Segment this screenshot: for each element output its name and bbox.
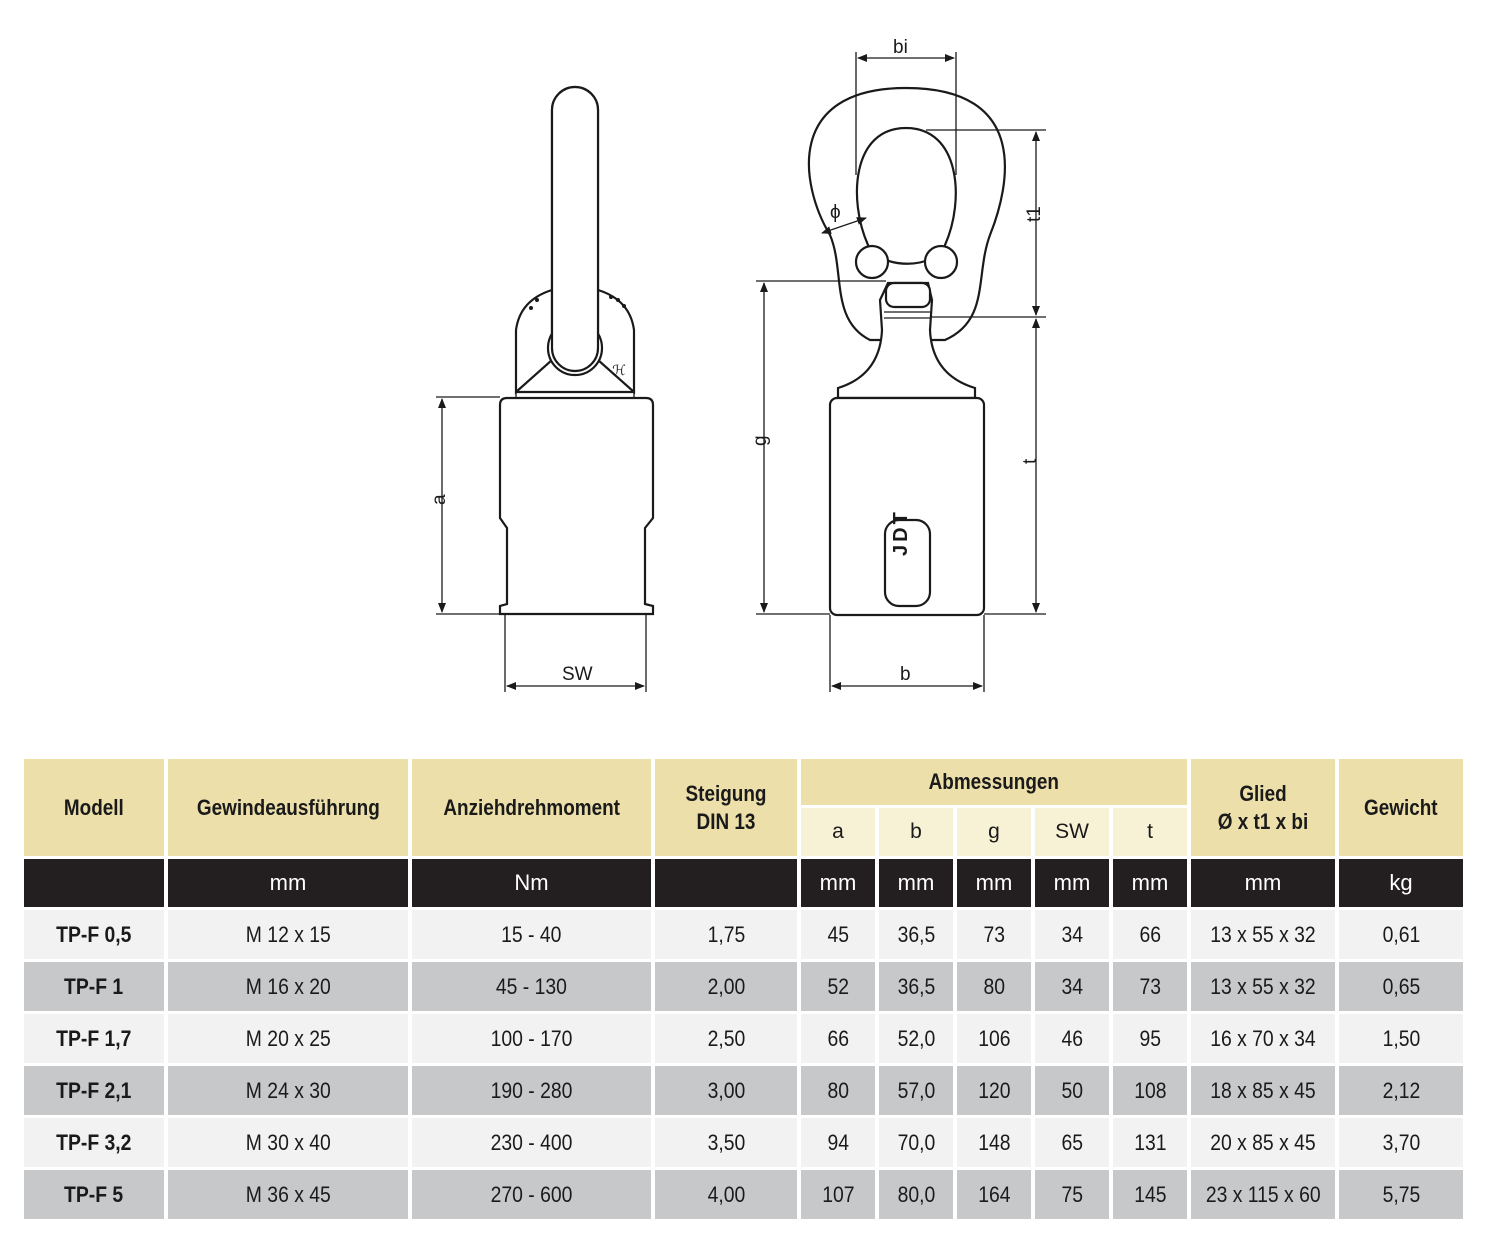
cell-a: 107 <box>801 1170 875 1219</box>
cell-glied: 20 x 85 x 45 <box>1191 1118 1335 1167</box>
cell-b: 36,5 <box>879 962 953 1011</box>
cell-g: 148 <box>957 1118 1031 1167</box>
subheader-sw: SW <box>1035 808 1109 856</box>
cell-sw: 65 <box>1035 1118 1109 1167</box>
unit-glied: mm <box>1191 859 1335 907</box>
table-row <box>24 1066 1463 1115</box>
cell-modell: TP-F 1 <box>24 962 164 1011</box>
cell-b: 70,0 <box>879 1118 953 1167</box>
cell-t: 73 <box>1113 962 1187 1011</box>
cell-glied: 13 x 55 x 32 <box>1191 962 1335 1011</box>
cell-sw: 34 <box>1035 962 1109 1011</box>
header-gewinde: Gewindeausführung <box>168 759 408 856</box>
cell-anzieh: 190 - 280 <box>412 1066 651 1115</box>
cell-steigung: 1,75 <box>655 910 797 959</box>
cell-a: 94 <box>801 1118 875 1167</box>
cell-a: 66 <box>801 1014 875 1063</box>
unit-steigung <box>655 859 797 907</box>
dim-g-label: g <box>750 435 771 446</box>
unit-anzieh: Nm <box>412 859 651 907</box>
cell-sw: 34 <box>1035 910 1109 959</box>
dim-bi-label: bi <box>893 37 908 58</box>
dim-a-label: a <box>429 494 450 505</box>
dim-sw-label: SW <box>562 664 593 685</box>
cell-a: 45 <box>801 910 875 959</box>
dim-t1-label: t1 <box>1024 206 1045 222</box>
cell-sw: 75 <box>1035 1170 1109 1219</box>
cell-steigung: 2,50 <box>655 1014 797 1063</box>
cell-modell: TP-F 2,1 <box>24 1066 164 1115</box>
header-steigung: Steigung DIN 13 <box>655 759 797 856</box>
cell-b: 80,0 <box>879 1170 953 1219</box>
cell-steigung: 3,00 <box>655 1066 797 1115</box>
table-row <box>24 910 1463 959</box>
cell-g: 106 <box>957 1014 1031 1063</box>
cell-t: 145 <box>1113 1170 1187 1219</box>
unit-modell <box>24 859 164 907</box>
header-modell: Modell <box>24 759 164 856</box>
cell-g: 80 <box>957 962 1031 1011</box>
spec-table <box>20 756 1467 1222</box>
unit-g: mm <box>957 859 1031 907</box>
side-view <box>429 87 653 692</box>
subheader-t: t <box>1113 808 1187 856</box>
cell-gewicht: 2,12 <box>1339 1066 1463 1115</box>
cell-sw: 46 <box>1035 1014 1109 1063</box>
table-row <box>24 1118 1463 1167</box>
cell-glied: 23 x 115 x 60 <box>1191 1170 1335 1219</box>
cell-steigung: 4,00 <box>655 1170 797 1219</box>
cell-modell: TP-F 5 <box>24 1170 164 1219</box>
subheader-b: b <box>879 808 953 856</box>
link-inner <box>857 128 956 264</box>
cell-gewinde: M 20 x 25 <box>168 1014 408 1063</box>
cell-t: 66 <box>1113 910 1187 959</box>
cell-anzieh: 15 - 40 <box>412 910 651 959</box>
cell-gewicht: 1,50 <box>1339 1014 1463 1063</box>
cell-a: 52 <box>801 962 875 1011</box>
cell-b: 36,5 <box>879 910 953 959</box>
cell-g: 73 <box>957 910 1031 959</box>
cell-sw: 50 <box>1035 1066 1109 1115</box>
unit-sw: mm <box>1035 859 1109 907</box>
body-side <box>500 398 653 614</box>
cell-gewicht: 0,61 <box>1339 910 1463 959</box>
cell-b: 57,0 <box>879 1066 953 1115</box>
header-glied: Glied Ø x t1 x bi <box>1191 759 1335 856</box>
front-view <box>750 37 1046 692</box>
head-left <box>516 290 552 392</box>
unit-b: mm <box>879 859 953 907</box>
dim-b-label: b <box>900 664 911 685</box>
table-row <box>24 962 1463 1011</box>
header-gewicht: Gewicht <box>1339 759 1463 856</box>
cell-anzieh: 45 - 130 <box>412 962 651 1011</box>
table-row <box>24 1014 1463 1063</box>
cell-gewinde: M 36 x 45 <box>168 1170 408 1219</box>
cell-modell: TP-F 0,5 <box>24 910 164 959</box>
cell-anzieh: 230 - 400 <box>412 1118 651 1167</box>
cell-gewicht: 3,70 <box>1339 1118 1463 1167</box>
cell-g: 120 <box>957 1066 1031 1115</box>
cell-steigung: 2,00 <box>655 962 797 1011</box>
cell-gewicht: 5,75 <box>1339 1170 1463 1219</box>
unit-a: mm <box>801 859 875 907</box>
cell-b: 52,0 <box>879 1014 953 1063</box>
unit-gewicht: kg <box>1339 859 1463 907</box>
cell-glied: 13 x 55 x 32 <box>1191 910 1335 959</box>
dim-phi-label: ϕ <box>830 202 841 223</box>
subheader-a: a <box>801 808 875 856</box>
table-row <box>24 1170 1463 1219</box>
cell-t: 108 <box>1113 1066 1187 1115</box>
brand-label: JDT <box>890 509 912 556</box>
cell-gewinde: M 12 x 15 <box>168 910 408 959</box>
header-anzieh: Anziehdrehmoment <box>412 759 651 856</box>
cell-anzieh: 100 - 170 <box>412 1014 651 1063</box>
cell-t: 131 <box>1113 1118 1187 1167</box>
header-abmessungen: Abmessungen <box>801 759 1187 805</box>
dim-t-label: t <box>1020 458 1041 464</box>
cell-steigung: 3,50 <box>655 1118 797 1167</box>
cell-a: 80 <box>801 1066 875 1115</box>
cell-gewicht: 0,65 <box>1339 962 1463 1011</box>
cell-glied: 18 x 85 x 45 <box>1191 1066 1335 1115</box>
maker-mark: ℋ <box>612 362 626 378</box>
cell-gewinde: M 30 x 40 <box>168 1118 408 1167</box>
cell-modell: TP-F 3,2 <box>24 1118 164 1167</box>
cell-t: 95 <box>1113 1014 1187 1063</box>
cell-g: 164 <box>957 1170 1031 1219</box>
cell-gewinde: M 24 x 30 <box>168 1066 408 1115</box>
unit-gewinde: mm <box>168 859 408 907</box>
subheader-g: g <box>957 808 1031 856</box>
cell-gewinde: M 16 x 20 <box>168 962 408 1011</box>
cell-anzieh: 270 - 600 <box>412 1170 651 1219</box>
cell-modell: TP-F 1,7 <box>24 1014 164 1063</box>
cell-glied: 16 x 70 x 34 <box>1191 1014 1335 1063</box>
unit-t: mm <box>1113 859 1187 907</box>
